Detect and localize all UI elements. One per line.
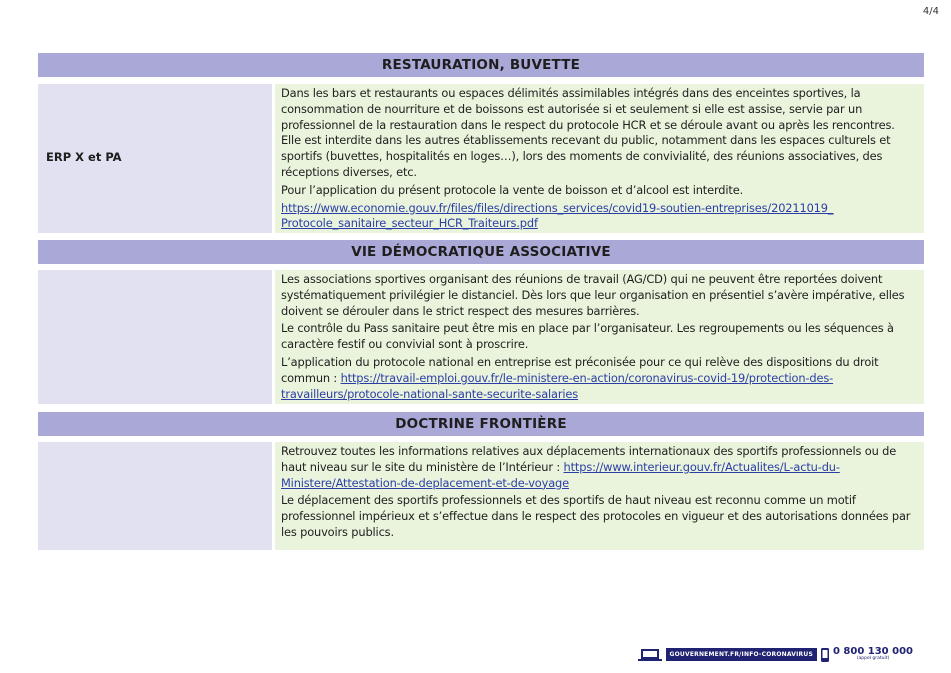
paragraph-text: Le déplacement des sportifs professionnels et des sportifs de haut niveau est reconnu comme un motif professionnel impérieux et s’effectue dans le respect des protocoles en vigueur et des autorisations données par les pouvoirs publics. — [281, 493, 911, 539]
paragraph-text: Retrouvez toutes les informations relatives aux déplacements internationaux des sportifs professionnels ou de haut niveau sur le site du ministère de l’Intérieur : — [281, 444, 897, 474]
paragraph — [281, 321, 916, 353]
paragraph-text: Le contrôle du Pass sanitaire peut être mis en place par l’organisateur. Les regroupements ou les séquences à caractère festif ou convivial sont à proscrire. — [281, 321, 894, 352]
laptop-icon — [638, 647, 662, 661]
section-header-vie-democratique: VIE DÉMOCRATIQUE ASSOCIATIVE — [38, 240, 924, 264]
paragraph — [281, 444, 916, 491]
phone-number: 0 800 130 000 — [832, 645, 913, 657]
row-label-cell — [38, 442, 272, 550]
phone-icon — [821, 647, 829, 661]
info-coronavirus-link[interactable]: GOUVERNEMENT.FR/INFO-CORONAVIRUS — [666, 648, 817, 661]
row-content — [275, 442, 924, 550]
page-number: 4/4 — [922, 6, 939, 17]
paragraph-text: Les associations sportives organisant des réunions de travail (AG/CD) qui ne peuvent être reportées doivent systématiquement privilégier le distanciel. Dès lors que leur organisation en présentiel s’avère impérative, elles doivent se dérouler dans le strict respect des mesures barrières. — [281, 272, 905, 318]
paragraph — [281, 183, 916, 199]
phone-note: (appel gratuit) — [856, 655, 890, 661]
paragraph-text: Pour l’application du présent protocole la vente de boisson et d’alcool est interdite. — [281, 182, 744, 197]
protocole-national-link[interactable]: https://travail-emploi.gouv.fr/le-ministere-en-action/coronavirus-covid-19/protection-des-travailleurs/protocole-national-sante-securite-salaries — [281, 370, 834, 401]
paragraph — [281, 355, 916, 402]
row-content — [275, 84, 924, 233]
section-header-doctrine-frontiere: DOCTRINE FRONTIÈRE — [38, 412, 924, 436]
paragraph — [281, 201, 916, 233]
section-row-vie-democratique — [38, 270, 924, 404]
section-row-doctrine-frontiere — [38, 442, 924, 550]
paragraph-text: L’application du protocole national en entreprise est préconisée pour ce qui relève des dispositions du droit commun : — [281, 354, 879, 385]
paragraph — [281, 272, 916, 319]
paragraph — [281, 86, 916, 181]
section-row-restauration — [38, 84, 924, 233]
section-header-restauration: RESTAURATION, BUVETTE — [38, 53, 924, 77]
interieur-attestation-link[interactable]: https://www.interieur.gouv.fr/Actualites/L-actu-du-Ministere/Attestation-de-deplacement-et-de-voyage — [281, 459, 840, 490]
row-label: ERP X et PA — [46, 150, 122, 164]
paragraph — [281, 493, 916, 540]
paragraph-text: Dans les bars et restaurants ou espaces délimités assimilables intégrés dans des enceintes sportives, la consommation de nourriture et de boissons est autorisée si et seulement si elle est assise, servie par un professionnel de la restauration dans le respect du protocole HCR et se déroule avant ou après les rencontres. Elle est interdite dans les autres établissements recevant du public, notamment dans les espaces culturels et sportifs (buvettes, hospitalités en loges…), lors des moments de convivialité, des réunions associatives, des réceptions diverses, etc. — [281, 86, 895, 179]
row-label-cell — [38, 84, 272, 233]
footer-info-banner — [638, 646, 914, 662]
phone-block — [833, 647, 913, 662]
row-label-cell — [38, 270, 272, 404]
hcr-protocol-link[interactable]: https://www.economie.gouv.fr/files/files/directions_services/covid19-soutien-entreprises/20211019_ Protocole_sanitaire_secteur_HCR_Traiteurs.pdf — [281, 200, 834, 231]
row-content — [275, 270, 924, 404]
